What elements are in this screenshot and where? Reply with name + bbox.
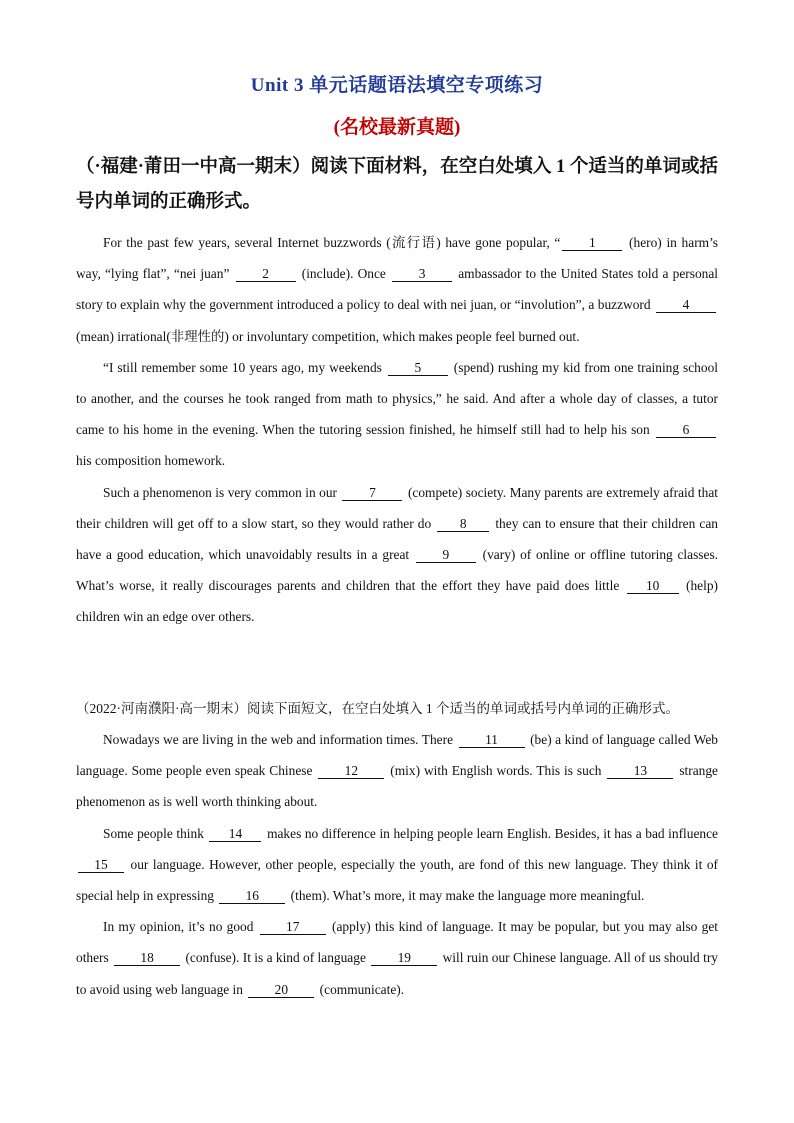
- text: (include). Once: [297, 266, 391, 282]
- blank-11[interactable]: 11: [459, 732, 525, 748]
- blank-7[interactable]: 7: [342, 485, 402, 501]
- blank-9[interactable]: 9: [416, 547, 476, 563]
- blank-8[interactable]: 8: [437, 516, 489, 532]
- text: (mix) with English words. This is such: [386, 763, 606, 779]
- text: (be) a kind of language called Web language. Some people even speak Chinese: [76, 732, 719, 779]
- text: they can to ensure that their children can have a good education, which unavoidably results in a great: [76, 515, 718, 563]
- passage1-paragraph-3: [76, 477, 718, 633]
- blank-3[interactable]: 3: [392, 266, 452, 282]
- text: Nowadays we are living in the web and information times. There: [103, 732, 457, 747]
- text: “I still remember some 10 years ago, my weekends: [103, 359, 386, 375]
- text: (help) children win an edge over others.: [76, 578, 718, 625]
- blank-10[interactable]: 10: [627, 578, 679, 594]
- blank-13[interactable]: 13: [607, 763, 673, 779]
- passage-2: [76, 693, 718, 1005]
- text: strange phenomenon as is well worth thinking about.: [76, 763, 718, 810]
- page-title: Unit 3 单元话题语法填空专项练习: [250, 75, 544, 96]
- text: (confuse). It is a kind of language: [182, 950, 370, 966]
- passage2-paragraph-3: [76, 911, 718, 1005]
- text: (compete) society. Many parents are extremely afraid that their children will get off to a slow start, so they would rather do: [76, 484, 718, 531]
- text: (hero) in harm’s way, “lying flat”, “nei juan”: [76, 235, 718, 282]
- text: (vary) of online or offline tutoring classes. What’s worse, it really discourages parents and children that the effort they have paid does little: [76, 547, 718, 594]
- blank-14[interactable]: 14: [209, 826, 261, 842]
- text: (them). What’s more, it may make the language more meaningful.: [287, 888, 645, 904]
- text: our language. However, other people, especially the youth, are fond of this new language. They think it of special help in expressing: [76, 856, 718, 904]
- text: will ruin our Chinese language. All of us should try to avoid using web language in: [76, 950, 718, 997]
- section2-instruction: （2022·河南濮阳·高一期末）阅读下面短文，在空白处填入 1 个适当的单词或括号内单词的正确形式。: [76, 701, 679, 716]
- blank-18[interactable]: 18: [114, 950, 180, 966]
- blank-19[interactable]: 19: [371, 950, 437, 966]
- blank-5[interactable]: 5: [388, 360, 448, 376]
- text: makes no difference in helping people learn English. Besides, it has a bad influence: [263, 825, 718, 841]
- blank-20[interactable]: 20: [248, 982, 314, 998]
- passage2-paragraph-1: [76, 724, 718, 818]
- page-subtitle: (名校最新真题): [333, 117, 461, 138]
- blank-4[interactable]: 4: [656, 297, 716, 313]
- blank-15[interactable]: 15: [78, 857, 124, 873]
- text: In my opinion, it’s no good: [103, 919, 258, 935]
- blank-12[interactable]: 12: [318, 763, 384, 779]
- passage-1: [76, 227, 718, 633]
- text: (communicate).: [316, 981, 405, 997]
- text: (apply) this kind of language. It may be popular, but you may also get others: [76, 919, 718, 966]
- text: Some people think: [103, 825, 208, 841]
- passage1-paragraph-1: [76, 227, 718, 352]
- blank-1[interactable]: 1: [562, 235, 622, 251]
- text: his composition homework.: [76, 453, 226, 469]
- passage2-paragraph-2: [76, 818, 718, 912]
- text: ambassador to the United States told a personal story to explain why the government introduced a policy to deal with nei juan, or “involution”, a buzzword: [76, 266, 719, 313]
- text: (mean) irrational(非理性的) or involuntary competition, which makes people feel burned out.: [76, 328, 580, 344]
- text: Such a phenomenon is very common in our: [103, 484, 341, 500]
- blank-17[interactable]: 17: [260, 919, 326, 935]
- text: (spend) rushing my kid from one training school to another, and the courses he took ranged from math to physics,” he said. And after a whole day of classes, a tutor came to his home in the evening. When the tutoring session finished, he himself still had to help his son: [76, 359, 718, 438]
- blank-6[interactable]: 6: [656, 422, 716, 438]
- blank-16[interactable]: 16: [219, 888, 285, 904]
- passage1-paragraph-2: [76, 352, 718, 477]
- section1-instruction: （·福建·莆田一中高一期末）阅读下面材料，在空白处填入 1 个适当的单词或括号内单词的正确形式。: [76, 157, 718, 212]
- text: For the past few years, several Internet buzzwords (流行语) have gone popular, “: [103, 235, 561, 250]
- blank-2[interactable]: 2: [236, 266, 296, 282]
